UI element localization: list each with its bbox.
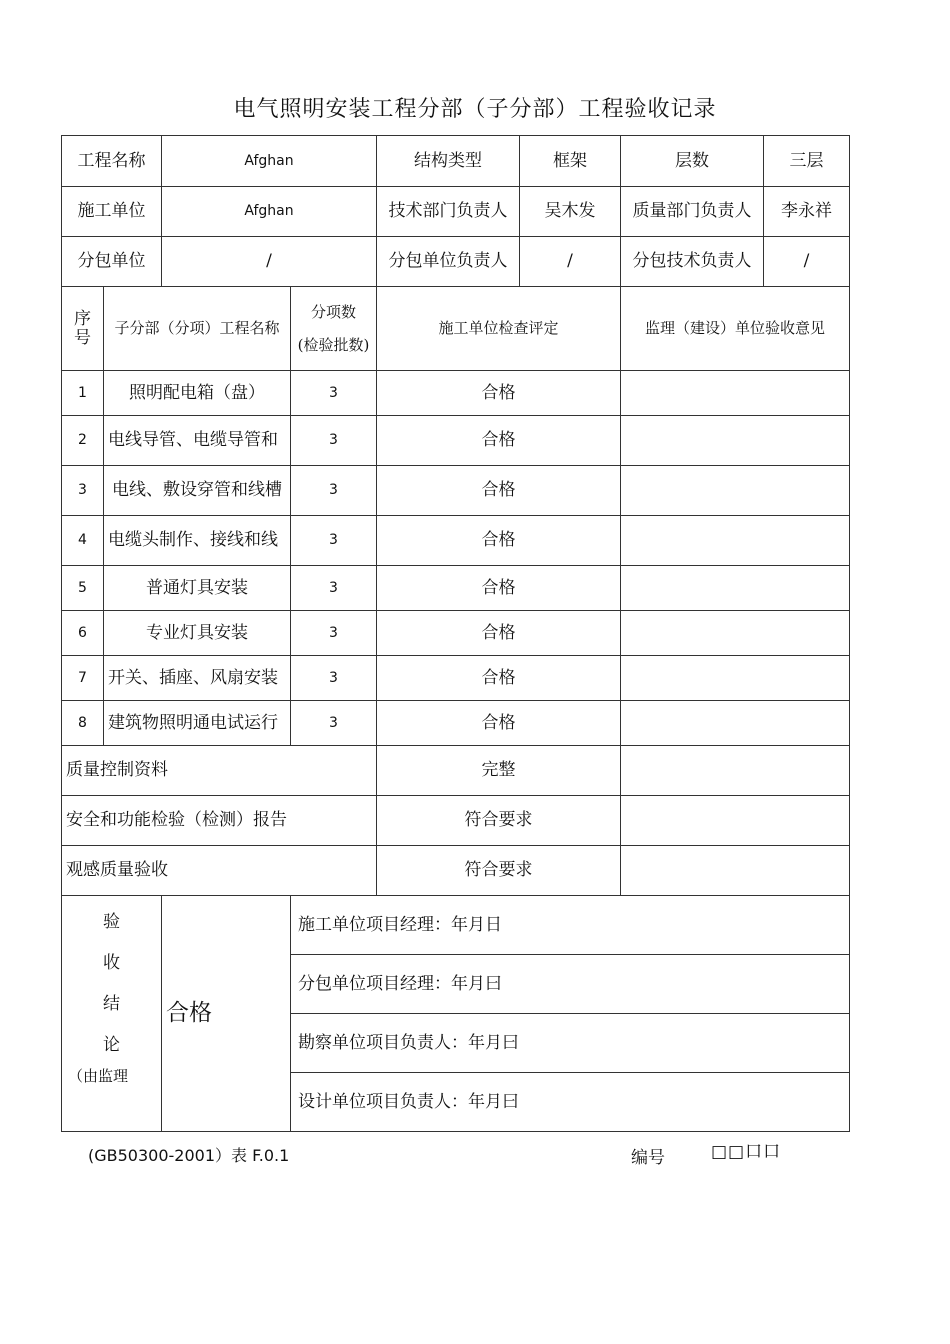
conclusion-char: 结: [103, 994, 120, 1014]
row-count: 3: [291, 656, 377, 701]
project-name-value: Afghan: [162, 136, 377, 187]
summary-label: 安全和功能检验（检测）报告: [62, 796, 377, 846]
conclusion-result: 合格: [162, 896, 291, 1132]
number-label: 编号: [631, 1148, 665, 1168]
signoff-construction: 施工单位项目经理：年月日: [291, 896, 850, 955]
conclusion-row: [62, 896, 850, 955]
signoff-subcontract: 分包单位项目经理：年月曰: [291, 955, 850, 1014]
row-opinion: [621, 466, 850, 516]
summary-result: 完整: [377, 746, 621, 796]
row-opinion: [621, 701, 850, 746]
row-result: 合格: [377, 466, 621, 516]
row-opinion: [621, 416, 850, 466]
subcontract-head-value: /: [520, 237, 621, 287]
project-name-label: 工程名称: [62, 136, 162, 187]
row-seq: 6: [62, 611, 104, 656]
table-row: [62, 416, 850, 466]
summary-label: 质量控制资料: [62, 746, 377, 796]
signoff-survey: 勘察单位项目负责人：年月曰: [291, 1014, 850, 1073]
floors-value: 三层: [764, 136, 850, 187]
header-row-project: [62, 136, 850, 187]
row-result: 合格: [377, 371, 621, 416]
row-opinion: [621, 566, 850, 611]
row-seq: 2: [62, 416, 104, 466]
row-count: 3: [291, 371, 377, 416]
col-count-line1: 分项数: [310, 302, 356, 321]
row-count: 3: [291, 466, 377, 516]
col-count-line2: (检验批数): [297, 335, 370, 354]
conclusion-char: 验: [103, 912, 120, 932]
row-item-name: 照明配电箱（盘）: [104, 371, 291, 416]
row-item-name: 电线、敷设穿管和线槽: [104, 466, 291, 516]
row-item-name: 普通灯具安装: [104, 566, 291, 611]
structure-type-label: 结构类型: [377, 136, 520, 187]
summary-label: 观感质量验收: [62, 846, 377, 896]
subcontract-unit-value: /: [162, 237, 377, 287]
row-count: 3: [291, 701, 377, 746]
conclusion-char: 收: [103, 953, 120, 973]
structure-type-value: 框架: [520, 136, 621, 187]
construction-unit-value: Afghan: [162, 187, 377, 237]
table-row: [62, 701, 850, 746]
summary-opinion: [621, 796, 850, 846]
quality-head-label: 质量部门负责人: [621, 187, 764, 237]
column-header-row: [62, 287, 850, 371]
row-item-name: 电缆头制作、接线和线: [104, 516, 291, 566]
row-result: 合格: [377, 701, 621, 746]
row-seq: 7: [62, 656, 104, 701]
summary-row: [62, 846, 850, 896]
row-opinion: [621, 656, 850, 701]
row-item-name: 电线导管、电缆导管和: [104, 416, 291, 466]
conclusion-note: （由监理: [68, 1067, 129, 1085]
subcontract-tech-label: 分包技术负责人: [621, 237, 764, 287]
acceptance-record-table: [61, 135, 850, 1132]
summary-opinion: [621, 746, 850, 796]
col-count: [291, 287, 377, 371]
col-seq: 序号: [62, 287, 104, 371]
col-check: 施工单位检查评定: [377, 287, 621, 371]
subcontract-tech-value: /: [764, 237, 850, 287]
row-seq: 8: [62, 701, 104, 746]
row-opinion: [621, 371, 850, 416]
summary-row: [62, 796, 850, 846]
row-seq: 1: [62, 371, 104, 416]
row-item-name: 建筑物照明通电试运行: [104, 701, 291, 746]
row-seq: 5: [62, 566, 104, 611]
row-result: 合格: [377, 516, 621, 566]
summary-result: 符合要求: [377, 846, 621, 896]
subcontract-unit-label: 分包单位: [62, 237, 162, 287]
quality-head-value: 李永祥: [764, 187, 850, 237]
row-opinion: [621, 611, 850, 656]
signoff-design: 设计单位项目负责人：年月曰: [291, 1073, 850, 1132]
page-title: 电气照明安装工程分部（子分部）工程验收记录: [233, 97, 717, 122]
table-row: [62, 611, 850, 656]
col-item: 子分部（分项）工程名称: [104, 287, 291, 371]
col-opinion: 监理（建设）单位验收意见: [621, 287, 850, 371]
row-count: 3: [291, 516, 377, 566]
row-item-name: 开关、插座、风扇安装: [104, 656, 291, 701]
table-row: [62, 371, 850, 416]
header-row-construction: [62, 187, 850, 237]
row-count: 3: [291, 566, 377, 611]
header-row-subcontract: [62, 237, 850, 287]
row-seq: 4: [62, 516, 104, 566]
row-result: 合格: [377, 656, 621, 701]
conclusion-label: [62, 896, 162, 1132]
row-result: 合格: [377, 416, 621, 466]
summary-row: [62, 746, 850, 796]
table-row: [62, 466, 850, 516]
tech-head-value: 吴木发: [520, 187, 621, 237]
row-item-name: 专业灯具安装: [104, 611, 291, 656]
number-boxes: □□口口: [711, 1142, 782, 1162]
subcontract-head-label: 分包单位负责人: [377, 237, 520, 287]
summary-opinion: [621, 846, 850, 896]
table-row: [62, 566, 850, 611]
table-row: [62, 656, 850, 701]
row-count: 3: [291, 416, 377, 466]
row-count: 3: [291, 611, 377, 656]
standard-reference: (GB50300-2001）表 F.0.1: [88, 1146, 290, 1165]
summary-result: 符合要求: [377, 796, 621, 846]
row-result: 合格: [377, 611, 621, 656]
construction-unit-label: 施工单位: [62, 187, 162, 237]
row-opinion: [621, 516, 850, 566]
conclusion-char: 论: [103, 1035, 120, 1055]
tech-head-label: 技术部门负责人: [377, 187, 520, 237]
row-result: 合格: [377, 566, 621, 611]
floors-label: 层数: [621, 136, 764, 187]
table-row: [62, 516, 850, 566]
row-seq: 3: [62, 466, 104, 516]
